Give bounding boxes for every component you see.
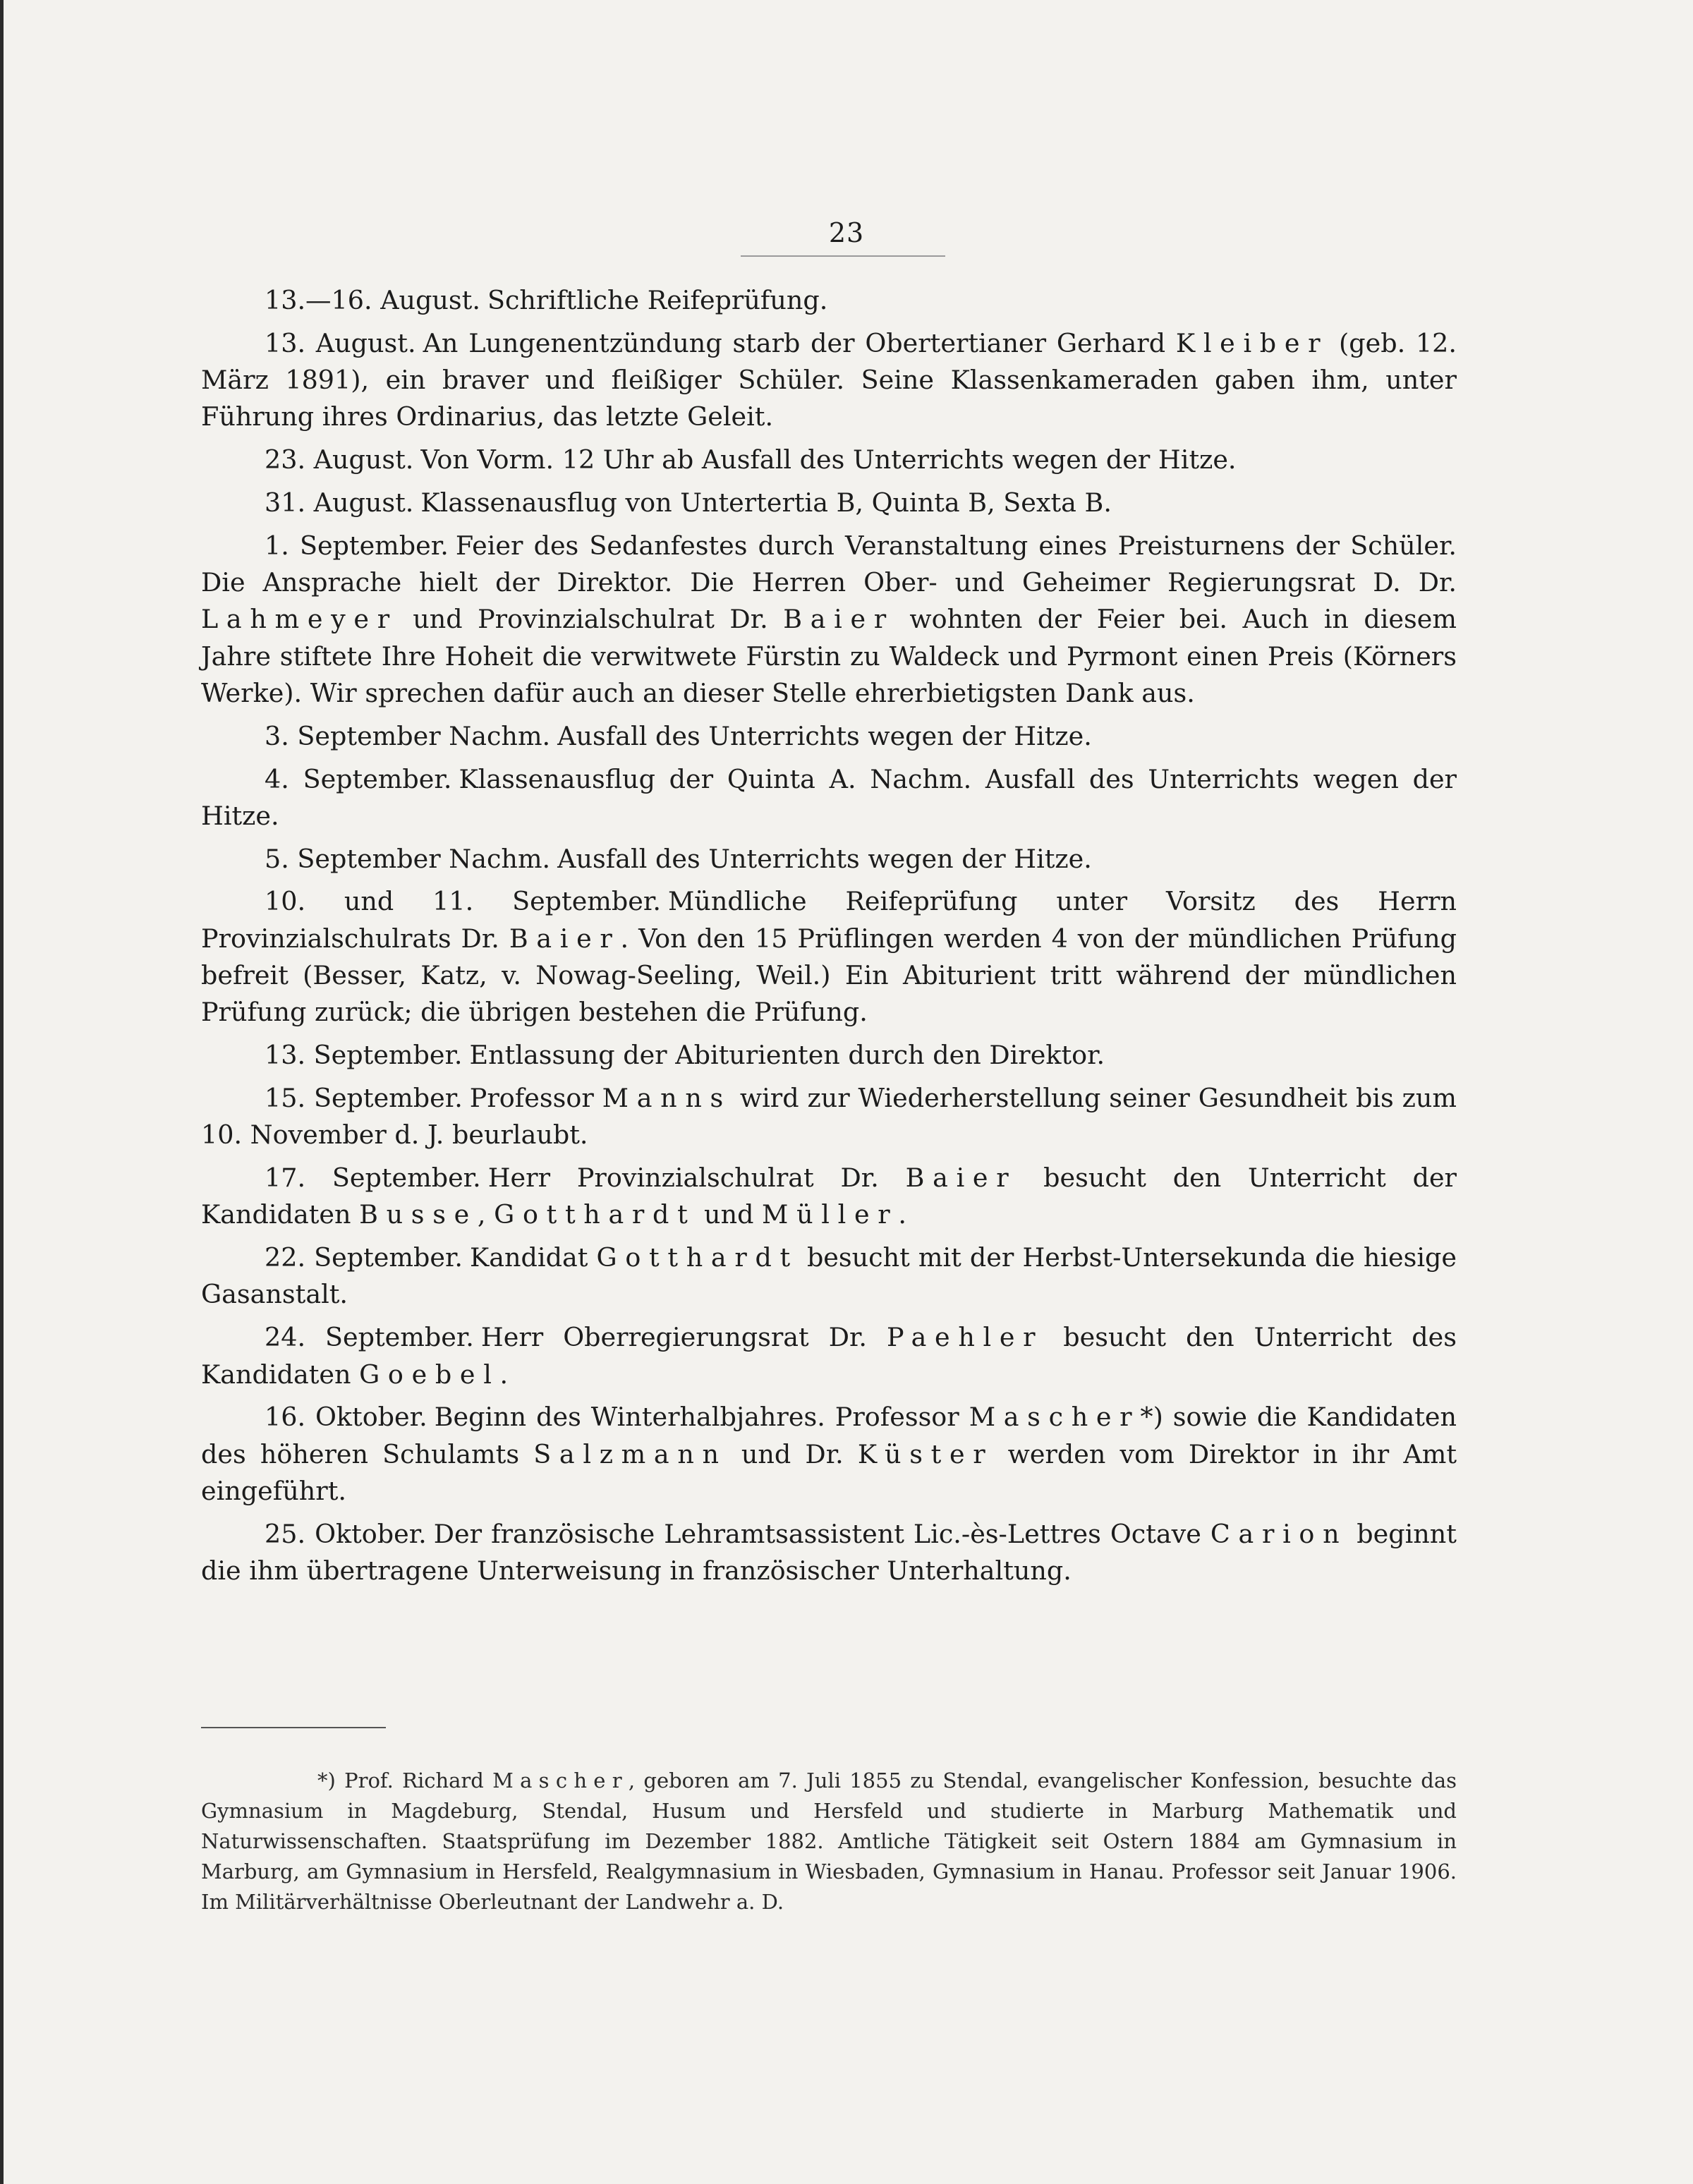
person-name: Manns	[602, 1082, 732, 1113]
person-name: Baier	[905, 1163, 1017, 1194]
entry-text: .	[499, 1359, 509, 1390]
entry-date: 23. August.	[265, 444, 414, 475]
entry-date: 13. September.	[265, 1040, 463, 1071]
person-name: Goebel	[359, 1359, 500, 1390]
entry-date: 17. September.	[265, 1163, 481, 1194]
entry-23-august	[201, 442, 1457, 478]
entry-24-september	[201, 1319, 1457, 1393]
entry-13-september	[201, 1037, 1457, 1074]
entry-date: 25. Oktober.	[265, 1518, 427, 1549]
entry-text: Von Vorm. 12 Uhr ab Ausfall des Unterrichts wegen der Hitze.	[420, 444, 1237, 475]
person-name: Müller	[762, 1199, 899, 1230]
footnote-text: *) Prof. Richard	[317, 1769, 493, 1792]
entry-date: 4. September.	[265, 763, 452, 794]
entry-5-september	[201, 841, 1457, 878]
entry-31-august	[201, 485, 1457, 521]
entry-date: 15. September.	[265, 1082, 463, 1113]
entry-date: 5. September Nachm.	[265, 843, 551, 874]
person-name: Baier	[509, 923, 621, 954]
entry-date: 13. August.	[265, 327, 416, 358]
entry-text: Schriftliche Reifeprüfung.	[487, 285, 828, 315]
page-number-rule	[741, 255, 945, 257]
person-name: Kleiber	[1175, 327, 1329, 358]
entry-text: Beginn des Winterhalbjahres. Professor	[434, 1402, 969, 1433]
entry-text: ,	[477, 1199, 494, 1230]
entry-date: 24. September.	[265, 1322, 474, 1353]
chronicle-entries	[201, 282, 1457, 1596]
entry-text: . Von den 15 Prüflingen werden 4 von der mündlichen Prüfung befreit (Besser, Katz, v. Nowag-Seeling, Weil.) Ein Abiturient tritt während der mündlichen Prüfung zurück; die übrigen bestehen die Prüfung.	[201, 923, 1457, 1028]
entry-text: An Lungenentzündung starb der Obertertianer Gerhard	[423, 327, 1176, 358]
entry-date: 31. August.	[265, 487, 414, 518]
footnote	[201, 1766, 1457, 1917]
entry-25-oktober	[201, 1516, 1457, 1590]
entry-4-september	[201, 761, 1457, 835]
entry-text: besucht den Unterricht des Kandidaten	[201, 1322, 1457, 1390]
entry-text: Der französische Lehramtsassistent Lic.-ès-Lettres Octave	[433, 1518, 1210, 1549]
entry-text: .	[898, 1199, 907, 1230]
entry-text: Entlassung der Abiturienten durch den Direktor.	[469, 1040, 1105, 1071]
person-name: Gotthardt	[596, 1242, 799, 1273]
person-name: Lahmeyer	[201, 604, 398, 635]
entry-17-september	[201, 1160, 1457, 1234]
person-name: Baier	[783, 604, 894, 635]
entry-text: besucht den Unterricht der Kandidaten	[201, 1163, 1457, 1230]
entry-text: Ausfall des Unterrichts wegen der Hitze.	[557, 843, 1092, 874]
entry-text: beginnt die ihm übertragene Unterweisung in französischer Unterhaltung.	[201, 1518, 1457, 1586]
entry-13-august	[201, 325, 1457, 436]
entry-date: 13.—16. August.	[265, 285, 480, 315]
entry-15-september	[201, 1080, 1457, 1154]
entry-text: Professor	[469, 1082, 602, 1113]
person-name: Carion	[1210, 1518, 1348, 1549]
page-edge-rule	[0, 0, 4, 2184]
entry-text: wohnten der Feier bei. Auch in diesem Jahre stiftete Ihre Hoheit die verwitwete Fürstin zu Waldeck und Pyrmont einen Preis (Körners Werke). Wir sprechen dafür auch an dieser Stelle ehrerbietigsten Dank aus.	[201, 604, 1457, 708]
person-name: Mascher	[492, 1769, 629, 1792]
person-name: Salzmann	[533, 1438, 727, 1469]
person-name: Gotthardt	[494, 1199, 696, 1230]
entry-text: wird zur Wiederherstellung seiner Gesundheit bis zum 10. November d. J. beurlaubt.	[201, 1082, 1457, 1151]
entry-13-16-august	[201, 282, 1457, 319]
entry-text: Mündliche Reifeprüfung unter Vorsitz des Herrn Provinzialschulrats Dr.	[201, 886, 1457, 954]
entry-text: Klassenausflug der Quinta A. Nachm. Ausfall des Unterrichts wegen der Hitze.	[201, 763, 1457, 831]
entry-text: Feier des Sedanfestes durch Veranstaltung eines Preisturnens der Schüler. Die Ansprache hielt der Direktor. Die Herren Ober- und Geheimer Regierungsrat D. Dr.	[201, 530, 1457, 598]
entry-text: Herr Oberregierungsrat Dr.	[480, 1322, 887, 1353]
entry-date: 16. Oktober.	[265, 1402, 427, 1433]
entry-text: werden vom Direktor in ihr Amt eingeführt.	[201, 1438, 1457, 1506]
footnote-text: , geboren am 7. Juli 1855 zu Stendal, evangelischer Konfession, besuchte das Gymnasium in Magdeburg, Stendal, Husum und Hersfeld und studierte in Marburg Mathematik und Naturwissenschaften. Staatsprüfung im Dezember 1882. Amtliche Tätigkeit seit Ostern 1884 am Gymnasium in Marburg, am Gymnasium in Hersfeld, Realgymnasium in Wiesbaden, Gymnasium in Hanau. Professor seit Januar 1906. Im Militärverhältnisse Oberleutnant der Landwehr a. D.	[201, 1769, 1457, 1914]
person-name: Busse	[359, 1199, 478, 1230]
entry-1-september	[201, 528, 1457, 712]
entry-3-september	[201, 718, 1457, 755]
person-name: Mascher	[969, 1402, 1141, 1433]
entry-text: besucht mit der Herbst-Untersekunda die hiesige Gasanstalt.	[201, 1242, 1457, 1310]
entry-10-11-september	[201, 883, 1457, 1031]
entry-text: *) sowie die Kandidaten des höheren Schulamts	[201, 1402, 1457, 1469]
entry-text: Klassenausflug von Untertertia B, Quinta B, Sexta B.	[420, 487, 1112, 518]
entry-text: und Dr.	[727, 1438, 858, 1469]
entry-date: 10. und 11. September.	[265, 886, 661, 917]
entry-date: 1. September.	[265, 530, 449, 561]
footnote-rule	[201, 1727, 386, 1728]
entry-text: (geb. 12. März 1891), ein braver und fleißiger Schüler. Seine Klassenkameraden gaben ihm, unter Führung ihres Ordinarius, das letzte Geleit.	[201, 327, 1457, 432]
page-number: 23	[828, 217, 865, 248]
entry-22-september	[201, 1239, 1457, 1314]
entry-date: 22. September.	[265, 1242, 463, 1273]
person-name: Küster	[857, 1438, 994, 1469]
entry-text: und	[696, 1199, 763, 1230]
entry-text: und Provinzialschulrat Dr.	[397, 604, 784, 635]
entry-text: Kandidat	[470, 1242, 597, 1273]
entry-text: Ausfall des Unterrichts wegen der Hitze.	[557, 720, 1092, 751]
entry-16-oktober	[201, 1399, 1457, 1510]
person-name: Paehler	[887, 1322, 1044, 1353]
entry-text: Herr Provinzialschulrat Dr.	[487, 1163, 906, 1194]
entry-date: 3. September Nachm.	[265, 720, 551, 751]
